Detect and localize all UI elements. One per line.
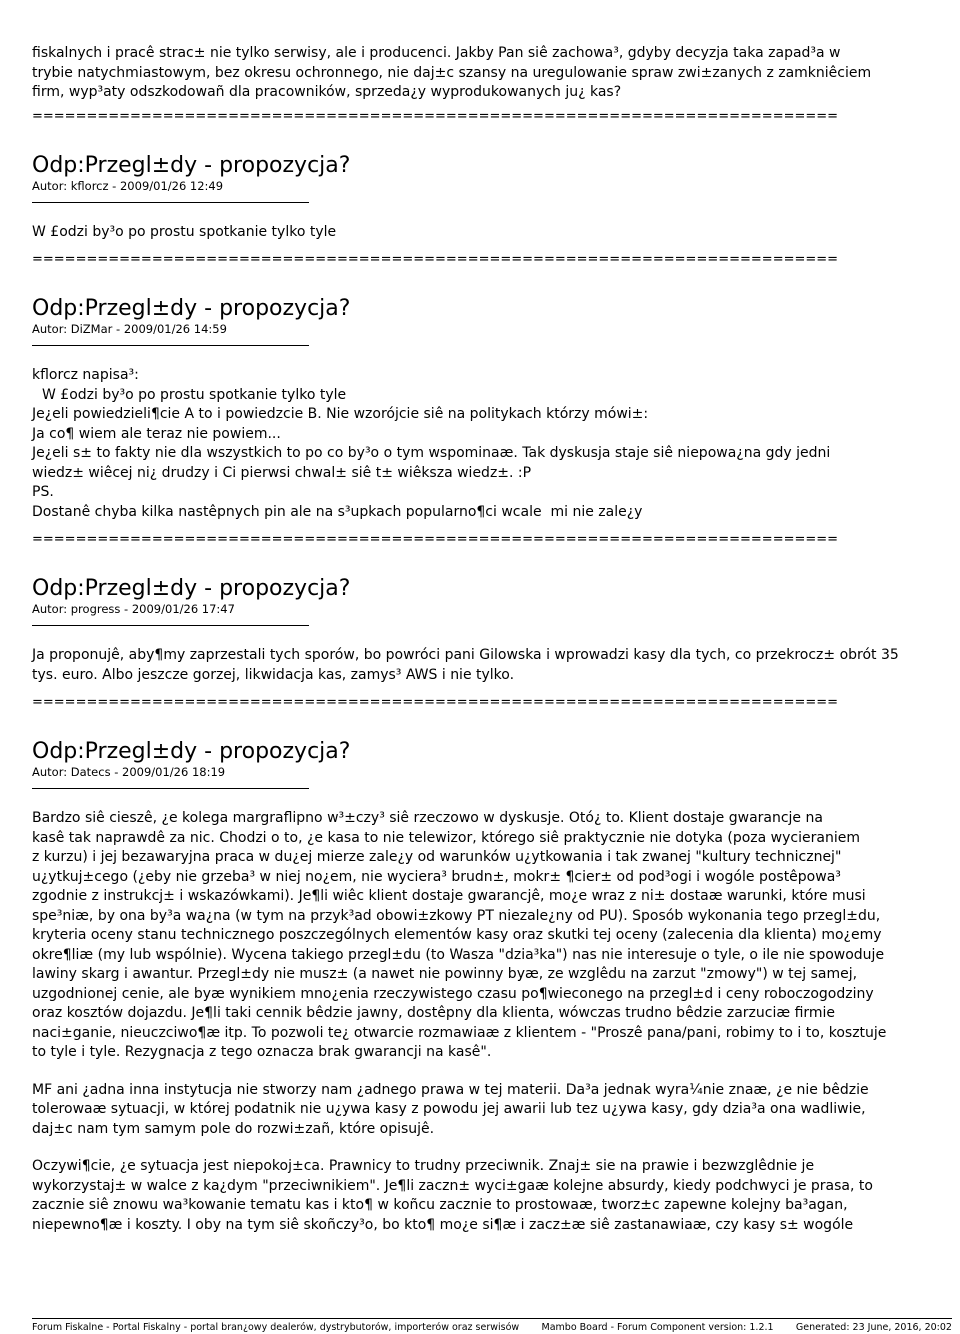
post-body-line: kryteria oceny stanu technicznego poszczególnych elementów kasy oraz skutki tej oceny (zalecenia dla klienta) mo¿emy bbox=[32, 927, 882, 943]
post-body-line: to tyle i tyle. Rezygnacja z tego oznacza brak gwarancji na kasê". bbox=[32, 1044, 492, 1060]
post-author: Autor: Datecs - 2009/01/26 18:19 bbox=[32, 765, 226, 779]
post-separator: ========================================================================== bbox=[32, 695, 839, 710]
post-paragraph bbox=[32, 1157, 952, 1235]
post-body-line: PS. bbox=[32, 484, 54, 500]
post-body-line: oraz kosztów dojazdu. Je¶li taki cennik bêdzie jawny, dostêpny dla klienta, wówczas trudno bêdzie zarzuciæ firmie bbox=[32, 1005, 836, 1021]
post-body-line: naci±ganie, nieuczciwo¶æ itp. To pozwoli te¿ otwarcie rozmawiaæ z klientem - "Proszê pana/pani, robimy to i to, kosztuje bbox=[32, 1024, 887, 1041]
post-body-line: z kurzu) i jej bezawaryjna praca w du¿ej mierze zale¿y od warunków u¿ytkowania i tak zwanej "kultury technicznej" bbox=[32, 849, 842, 865]
forum-post bbox=[32, 739, 952, 1235]
post-body-line: MF ani ¿adna inna instytucja nie stworzy nam ¿adnego prawa w tej materii. Da³a jednak wyra¼nie znaæ, ¿e nie bêdzie bbox=[32, 1081, 869, 1098]
post-body-line: tolerowaæ sytuacji, w której podatnik nie u¿ywa kasy z powodu jej awarii lub tez u¿ywa kasy, gdy dzia³a ona wadliwie, bbox=[32, 1101, 866, 1117]
post-body-line: Bardzo siê cieszê, ¿e kolega margraflipno w³±czy³ siê rzeczowo w dyskusje. Otó¿ to. Klient dostaje gwarancje na bbox=[32, 810, 823, 826]
intro-line: trybie natychmiastowym, bez okresu ochronnego, nie daj±c szansy na uregulowanie spraw zwi±zanych z zamkniêciem bbox=[32, 64, 872, 81]
post-title: Odp:Przegl±dy - propozycja? bbox=[32, 152, 351, 178]
post-author: Autor: progress - 2009/01/26 17:47 bbox=[32, 602, 235, 616]
post-separator: ========================================================================== bbox=[32, 252, 839, 267]
post-body-line: Ja proponujê, aby¶my zaprzestali tych sporów, bo powróci pani Gilowska i wprowadzi kasy dla tych, co przekrocz± obrót 35 bbox=[32, 647, 899, 663]
post-body-line: wykorzystaj± w walce z ka¿dym "przeciwnikiem". Je¶li zaczn± wyci±gaæ kolejne absurdy, kiedy podchwyci je prasa, to bbox=[32, 1177, 873, 1194]
post-body-line: Je¿eli powiedzieli¶cie A to i powiedzcie B. Nie wzorójcie siê na politykach którzy mówi±: bbox=[32, 406, 649, 422]
post-body-line: lawiny skarg i awantur. Przegl±dy nie musz± (a nawet nie powinny byæ, ze wzglêdu na zarzut "zmowy") w tej samej, bbox=[32, 966, 858, 982]
post-body-line: zacznie siê znowu wa³kowanie tematu kas i kto¶ w koñcu zacznie to prostowaæ, tworz±c zapewne kolejny ba³agan, bbox=[32, 1197, 848, 1213]
intro-text bbox=[32, 44, 952, 103]
forum-post bbox=[32, 153, 952, 243]
footer-component-version: Mambo Board - Forum Component version: 1.2.1 bbox=[541, 1322, 774, 1333]
post-body-line: daj±c nam tym samym pole do rozwi±zañ, które opisujê. bbox=[32, 1120, 435, 1137]
post-body-line: kasê tak naprawdê za nic. Chodzi o to, ¿e kasa to nie telewizor, którego siê praktycznie nie dotyka (poza wycieraniem bbox=[32, 829, 860, 846]
post-title: Odp:Przegl±dy - propozycja? bbox=[32, 576, 351, 601]
post-body-line: spe³niæ, by ona by³a wa¿na (w tym na przyk³ad obowi±zkowy PT niezale¿ny od PU). Sposób wykonania tego przegl±du, bbox=[32, 907, 881, 924]
quoted-text: W £odzi by³o po prostu spotkanie tylko tyle bbox=[42, 386, 347, 403]
post-body-line: Dostanê chyba kilka nastêpnych pin ale na s³upkach popularno¶ci wcale mi nie zale¿y bbox=[32, 503, 643, 520]
quote-header: kflorcz napisa³: bbox=[32, 367, 139, 383]
post-author: Autor: DiZMar - 2009/01/26 14:59 bbox=[32, 322, 227, 336]
post-title: Odp:Przegl±dy - propozycja? bbox=[32, 296, 351, 321]
intro-line: fiskalnych i pracê strac± nie tylko serwisy, ale i producenci. Jakby Pan siê zachowa³, gdyby decyzja taka zapad³a w bbox=[32, 45, 841, 61]
post-body-line: wiedz± wiêcej ni¿ drudzy i Ci pierwsi chwal± siê t± wiêksza wiedz±. :P bbox=[32, 464, 532, 481]
post-body-line: W £odzi by³o po prostu spotkanie tylko tyle bbox=[32, 223, 337, 240]
post-body-line: Ja co¶ wiem ale teraz nie powiem... bbox=[32, 425, 281, 442]
post-body-line: niepewno¶æ i koszty. I oby na tym siê skoñczy³o, bo kto¶ mo¿e si¶æ i zacz±æ siê zastanawiaæ, czy kasy s± wogóle bbox=[32, 1216, 854, 1233]
post-paragraph bbox=[32, 809, 952, 1063]
post-separator: ========================================================================== bbox=[32, 532, 839, 547]
post-body-line: u¿ytkuj±cego (¿eby nie grzeba³ w niej no¿em, nie wyciera³ brudn±, mokr± ¶cier± od pod³ogi i wogóle postêpowa³ bbox=[32, 868, 841, 885]
footer-site-name: Forum Fiskalne - Portal Fiskalny - portal bran¿owy dealerów, dystrybutorów, importerów oraz serwisów bbox=[32, 1322, 520, 1333]
post-paragraph bbox=[32, 1081, 952, 1140]
forum-thread-page bbox=[32, 44, 952, 1235]
forum-post bbox=[32, 296, 952, 522]
post-body-line: zgodnie z instrukcj± i wskazówkami). Je¶li wiêc klient dostaje gwarancjê, mo¿e wraz z ni± dostaæ warunki, które musi bbox=[32, 888, 866, 904]
post-body-line: tys. euro. Albo jeszcze gorzej, likwidacja kas, zamys³ AWS i nie tylko. bbox=[32, 666, 515, 683]
forum-post bbox=[32, 576, 952, 685]
post-body-line: Oczywi¶cie, ¿e sytuacja jest niepokoj±ca. Prawnicy to trudny przeciwnik. Znaj± sie na prawie i bezwzglêdnie je bbox=[32, 1158, 815, 1174]
post-title: Odp:Przegl±dy - propozycja? bbox=[32, 739, 351, 764]
post-author: Autor: kflorcz - 2009/01/26 12:49 bbox=[32, 178, 224, 193]
post-separator: ========================================================================== bbox=[32, 108, 839, 124]
intro-line: firm, wyp³aty odszkodowañ dla pracowników, sprzeda¿y wyprodukowanych ju¿ kas? bbox=[32, 84, 622, 100]
post-body-line: uzgodnionej cenie, ale byæ wynikiem mno¿enia rzeczywistego czasu po¶wieconego na przegl±d i ceny roboczogodziny bbox=[32, 985, 874, 1002]
post-body-line: Je¿eli s± to fakty nie dla wszystkich to po co by³o o tym wspominaæ. Tak dyskusja staje siê niepowa¿na gdy jedni bbox=[32, 445, 831, 461]
footer-generated-date: Generated: 23 June, 2016, 20:02 bbox=[795, 1322, 952, 1333]
post-body-line: okre¶liæ (my lub wspólnie). Wycena takiego przegl±du (to Wasza "dzia³ka") nas nie interesuje o tyle, o ile nie spowoduje bbox=[32, 946, 885, 963]
